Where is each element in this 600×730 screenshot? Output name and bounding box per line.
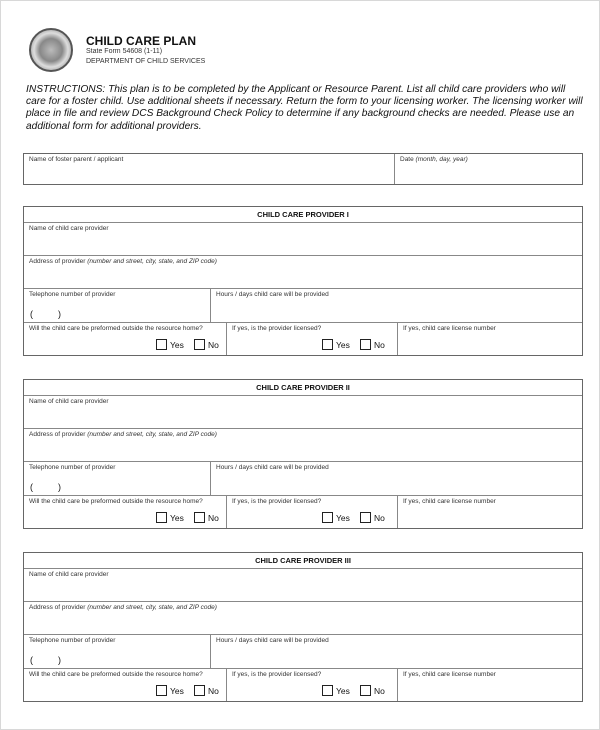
checkbox-icon[interactable] — [194, 685, 205, 696]
provider-name-label: Name of child care provider — [29, 398, 109, 405]
area-code-parens: ( ) — [30, 655, 61, 665]
outside-no-checkbox[interactable] — [194, 512, 219, 523]
provider-name-label: Name of child care provider — [29, 571, 109, 578]
outside-yes-checkbox[interactable] — [156, 512, 184, 523]
license-number-field[interactable] — [398, 669, 582, 701]
date-field[interactable] — [395, 154, 582, 184]
provider-hours-field[interactable] — [211, 635, 582, 669]
checkbox-icon[interactable] — [194, 339, 205, 350]
provider-phone-field[interactable] — [24, 635, 211, 669]
area-code-parens: ( ) — [30, 309, 61, 319]
license-number-field[interactable] — [398, 323, 582, 355]
address-hint: (number and street, city, state, and ZIP code) — [87, 604, 217, 611]
provider-address-field[interactable] — [24, 256, 582, 289]
provider-name-field[interactable] — [24, 569, 582, 602]
licensed-no-checkbox[interactable] — [360, 685, 385, 696]
provider-name-label: Name of child care provider — [29, 225, 109, 232]
outside-home-question — [24, 496, 227, 528]
applicant-name-field[interactable] — [24, 154, 395, 184]
provider-section — [23, 206, 583, 356]
outside-home-label: Will the child care be preformed outside the resource home? — [29, 325, 203, 332]
provider-address-label — [29, 258, 217, 265]
address-label-text: Address of provider — [29, 431, 86, 438]
checkbox-icon[interactable] — [156, 339, 167, 350]
phone-label: Telephone number of provider — [29, 464, 116, 471]
provider-address-label — [29, 431, 217, 438]
provider-title: CHILD CARE PROVIDER II — [24, 380, 582, 396]
licensed-question — [227, 323, 398, 355]
licensed-label: If yes, is the provider licensed? — [232, 325, 322, 332]
provider-address-field[interactable] — [24, 602, 582, 635]
licensed-question — [227, 496, 398, 528]
licensed-no-checkbox[interactable] — [360, 512, 385, 523]
area-code-parens: ( ) — [30, 482, 61, 492]
form-title: CHILD CARE PLAN — [86, 34, 196, 48]
licensed-label: If yes, is the provider licensed? — [232, 498, 322, 505]
outside-home-label: Will the child care be preformed outside the resource home? — [29, 671, 203, 678]
outside-no-checkbox[interactable] — [194, 339, 219, 350]
yes-label: Yes — [170, 512, 184, 523]
provider-title: CHILD CARE PROVIDER III — [24, 553, 582, 569]
checkbox-icon[interactable] — [322, 512, 333, 523]
no-label: No — [208, 512, 219, 523]
applicant-section — [23, 153, 583, 185]
licensed-yes-checkbox[interactable] — [322, 339, 350, 350]
outside-home-question — [24, 669, 227, 701]
instructions: INSTRUCTIONS: This plan is to be completed by the Applicant or Resource Parent. List all child care providers who will care for a foster child. Use additional sheets if necessary. Return the form to your licensing worker. The licensing worker will place in file and review DCS Background Check Policy to determine if any background checks are needed. Please use an additional form for additional providers. — [26, 84, 583, 132]
provider-address-label — [29, 604, 217, 611]
provider-title: CHILD CARE PROVIDER I — [24, 207, 582, 223]
provider-hours-field[interactable] — [211, 289, 582, 323]
license-number-field[interactable] — [398, 496, 582, 528]
outside-no-checkbox[interactable] — [194, 685, 219, 696]
licensed-yes-checkbox[interactable] — [322, 512, 350, 523]
checkbox-icon[interactable] — [360, 339, 371, 350]
department: DEPARTMENT OF CHILD SERVICES — [86, 58, 206, 65]
hours-label: Hours / days child care will be provided — [216, 637, 329, 644]
address-label-text: Address of provider — [29, 258, 86, 265]
license-number-label: If yes, child care license number — [403, 325, 496, 332]
address-label-text: Address of provider — [29, 604, 86, 611]
license-number-label: If yes, child care license number — [403, 671, 496, 678]
outside-yes-checkbox[interactable] — [156, 685, 184, 696]
checkbox-icon[interactable] — [156, 685, 167, 696]
outside-home-question — [24, 323, 227, 355]
no-label: No — [374, 512, 385, 523]
checkbox-icon[interactable] — [360, 685, 371, 696]
yes-label: Yes — [170, 339, 184, 350]
outside-yes-checkbox[interactable] — [156, 339, 184, 350]
provider-hours-field[interactable] — [211, 462, 582, 496]
yes-label: Yes — [336, 512, 350, 523]
outside-home-label: Will the child care be preformed outside the resource home? — [29, 498, 203, 505]
checkbox-icon[interactable] — [322, 685, 333, 696]
provider-name-field[interactable] — [24, 396, 582, 429]
date-label — [400, 156, 468, 163]
provider-section — [23, 379, 583, 529]
yes-label: Yes — [336, 339, 350, 350]
phone-label: Telephone number of provider — [29, 291, 116, 298]
date-label-text: Date — [400, 156, 414, 163]
no-label: No — [374, 339, 385, 350]
no-label: No — [208, 685, 219, 696]
hours-label: Hours / days child care will be provided — [216, 291, 329, 298]
licensed-question — [227, 669, 398, 701]
hours-label: Hours / days child care will be provided — [216, 464, 329, 471]
phone-label: Telephone number of provider — [29, 637, 116, 644]
provider-section — [23, 552, 583, 702]
no-label: No — [208, 339, 219, 350]
checkbox-icon[interactable] — [360, 512, 371, 523]
licensed-yes-checkbox[interactable] — [322, 685, 350, 696]
yes-label: Yes — [170, 685, 184, 696]
address-hint: (number and street, city, state, and ZIP code) — [87, 258, 217, 265]
provider-address-field[interactable] — [24, 429, 582, 462]
checkbox-icon[interactable] — [194, 512, 205, 523]
applicant-name-label: Name of foster parent / applicant — [29, 156, 124, 163]
form-number: State Form 54608 (1-11) — [86, 48, 163, 55]
address-hint: (number and street, city, state, and ZIP code) — [87, 431, 217, 438]
licensed-no-checkbox[interactable] — [360, 339, 385, 350]
checkbox-icon[interactable] — [322, 339, 333, 350]
checkbox-icon[interactable] — [156, 512, 167, 523]
no-label: No — [374, 685, 385, 696]
license-number-label: If yes, child care license number — [403, 498, 496, 505]
provider-phone-field[interactable] — [24, 462, 211, 496]
state-seal-logo — [29, 28, 73, 72]
date-hint: (month, day, year) — [415, 156, 468, 163]
provider-name-field[interactable] — [24, 223, 582, 256]
yes-label: Yes — [336, 685, 350, 696]
provider-phone-field[interactable] — [24, 289, 211, 323]
licensed-label: If yes, is the provider licensed? — [232, 671, 322, 678]
